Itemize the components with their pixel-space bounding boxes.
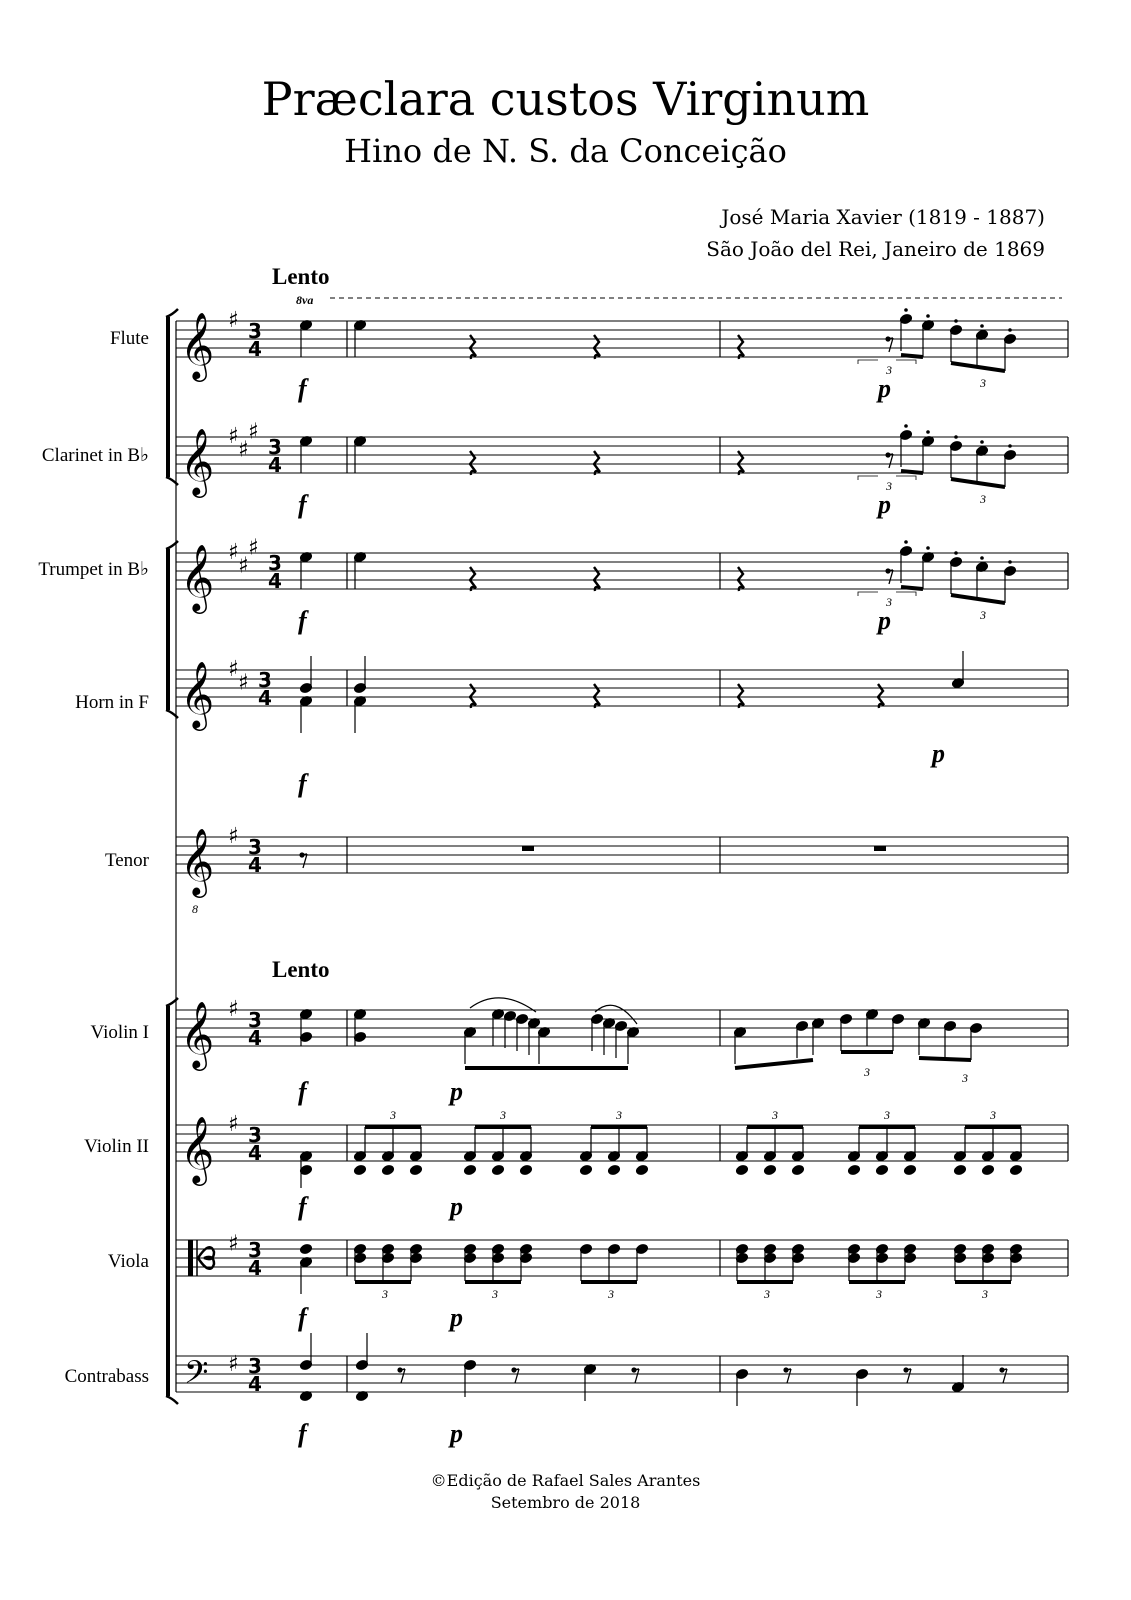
violin2-m1-note-lower-2-2 [635,1164,648,1175]
staff-flute-timesig-den: 4 [248,337,262,361]
violin2-m2-note-lower-1-1 [875,1164,888,1175]
clarinet-dynamic-forte: f [298,490,307,519]
staff-trumpet-sharp-2: ♯ [248,535,259,561]
violin1-m2-beam-1 [735,1060,813,1068]
edition-credit: ©Edição de Rafael Sales Arantes [430,1471,701,1490]
horn-dynamic-forte: f [298,769,307,798]
clarinet-m2-beam-1 [901,471,923,473]
staff-trumpet-timesig-den: 4 [268,569,282,593]
clarinet-m2-staccato-2 [954,435,958,439]
violin2-m1-note-lower-0-2 [409,1164,422,1175]
viola-m1-triplet-0: 3 [382,1287,388,1301]
staff-violin2-treble-clef: 𝄞 [180,1115,215,1183]
staff-clarinet-sharp-0: ♯ [228,424,239,449]
clarinet-m2-staccato-1 [926,430,930,434]
violin1-m2-beam-3 [919,1058,971,1060]
clarinet-dynamic-piano: p [878,490,891,519]
trumpet-m2-staccato-2 [954,551,958,555]
violin2-dynamic-piano: p [450,1192,463,1221]
octave-sign: 8va [296,293,314,307]
staff-clarinet-sharp-1: ♯ [238,437,249,463]
staff-horn-sharp-0: ♯ [228,657,239,682]
staff-flute-timesig-num: 3 [248,319,262,343]
staff-violin1-timesig-den: 4 [248,1026,262,1050]
flute-m2-triplet-2: 3 [980,376,986,390]
flute-m2-triplet-1: 3 [886,363,892,377]
staff-trumpet-treble-clef: 𝄞 [180,543,215,611]
clarinet-m2-triplet-1: 3 [886,479,892,493]
flute-m2-staccato-4 [1008,328,1012,332]
staff-viola-timesig-num: 3 [248,1238,262,1262]
staff-trumpet-timesig-num: 3 [268,551,282,575]
violin2-m2-triplet-2: 3 [990,1108,996,1122]
staff-tenor-octave-mark: 8 [192,902,198,916]
instrument-name-violin2: Violin II [84,1136,149,1157]
violin2-m1-note-lower-1-1 [491,1164,504,1175]
instrument-name-horn: Horn in F [75,692,149,713]
staff-horn-sharp-1: ♯ [238,670,249,696]
staff-trumpet-sharp-0: ♯ [228,540,239,565]
place-date: São João del Rei, Janeiro de 1869 [706,237,1045,261]
score-subtitle: Hino de N. S. da Conceição [344,132,787,170]
violin2-m2-note-lower-2-0 [953,1164,966,1175]
violin2-m2-note-lower-2-1 [981,1164,994,1175]
staff-violin2-timesig-num: 3 [248,1123,262,1147]
violin2-m2-note-lower-0-2 [791,1164,804,1175]
violin2-m1-note-lower-2-1 [607,1164,620,1175]
clarinet-m2-staccato-0 [904,424,908,428]
staff-clarinet-timesig-num: 3 [268,435,282,459]
violin2-m2-triplet-0: 3 [772,1108,778,1122]
tempo-marking-winds: Lento [272,264,330,289]
trumpet-m2-beam-1 [901,587,923,589]
viola-m2-triplet-1: 3 [876,1287,882,1301]
staff-contrabass-sharp-0: ♯ [228,1352,239,1377]
staff-tenor-sharp-0: ♯ [228,824,239,849]
trumpet-m2-triplet-2: 3 [980,608,986,622]
score-title: Præclara custos Virginum [261,72,870,126]
violin2-m1-triplet-2: 3 [616,1108,622,1122]
violin2-m2-note-lower-0-0 [735,1164,748,1175]
violin2-m1-note-lower-0-0 [353,1164,366,1175]
staff-violin2-timesig-den: 4 [248,1141,262,1165]
trumpet-m2-staccato-0 [904,540,908,544]
violin1-m2-triplet-2: 3 [962,1071,968,1085]
staff-flute-treble-clef: 𝄞 [180,311,215,379]
flute-dynamic-piano: p [878,374,891,403]
staff-viola-timesig-den: 4 [248,1256,262,1280]
instrument-name-flute: Flute [109,328,149,349]
violin2-m1-note-lower-1-2 [519,1164,532,1175]
flute-m2-staccato-1 [926,314,930,318]
flute-m2-beam-1 [901,355,923,357]
viola-m2-triplet-2: 3 [982,1287,988,1301]
composer-credit: José Maria Xavier (1819 - 1887) [721,205,1045,229]
trumpet-m2-staccato-4 [1008,560,1012,564]
violin2-m1-triplet-1: 3 [500,1108,506,1122]
flute-m2-staccato-0 [904,308,908,312]
instrument-name-trumpet: Trumpet in B♭ [38,559,149,580]
staff-horn-timesig-den: 4 [258,686,272,710]
violin1-dynamic-piano: p [450,1077,463,1106]
edition-date: Setembro de 2018 [490,1493,641,1512]
viola-m2-triplet-0: 3 [764,1287,770,1301]
clarinet-m2-staccato-3 [980,440,984,444]
trumpet-m2-staccato-3 [980,556,984,560]
trumpet-dynamic-forte: f [298,606,307,635]
staff-viola-alto-clef-bar [188,1240,193,1276]
flute-m2-staccato-3 [980,324,984,328]
staff-tenor-timesig-den: 4 [248,853,262,877]
tenor-m1-whole-rest [522,846,534,851]
violin2-m2-note-lower-1-0 [847,1164,860,1175]
staff-tenor-treble-clef: 𝄞 [180,827,215,895]
violin2-m2-triplet-1: 3 [884,1108,890,1122]
staff-violin1-timesig-num: 3 [248,1008,262,1032]
staff-contrabass-bass-clef: 𝄢 [184,1354,209,1398]
violin1-dynamic-forte: f [298,1077,307,1106]
viola-m1-triplet-1: 3 [492,1287,498,1301]
staff-horn-treble-clef: 𝄞 [180,660,215,728]
trumpet-m2-triplet-1: 3 [886,595,892,609]
contrabass-dynamic-piano: p [450,1419,463,1448]
staff-horn-timesig-num: 3 [258,668,272,692]
violin2-m1-note-lower-0-1 [381,1164,394,1175]
staff-trumpet-sharp-1: ♯ [238,553,249,579]
staff-clarinet-timesig-den: 4 [268,453,282,477]
staff-violin1-sharp-0: ♯ [228,997,239,1022]
violin2-m2-note-lower-0-1 [763,1164,776,1175]
instrument-name-contrabass: Contrabass [64,1366,149,1387]
violin2-m1-triplet-0: 3 [390,1108,396,1122]
contrabass-dynamic-forte: f [298,1419,307,1448]
staff-flute-sharp-0: ♯ [228,308,239,333]
staff-contrabass-timesig-num: 3 [248,1354,262,1378]
flute-dynamic-forte: f [298,374,307,403]
instrument-name-violin1: Violin I [90,1022,149,1043]
trumpet-m2-beam-2 [951,595,1005,603]
violin1-m2-triplet-1: 3 [864,1065,870,1079]
staff-clarinet-sharp-2: ♯ [248,419,259,445]
violin2-m2-note-lower-1-2 [903,1164,916,1175]
flute-m2-staccato-2 [954,319,958,323]
tenor-m2-whole-rest [874,846,886,851]
viola-pickup-upper [299,1243,312,1254]
staff-clarinet-treble-clef: 𝄞 [180,427,215,495]
staff-viola-sharp-0: ♯ [228,1231,239,1257]
violin2-m1-note-lower-2-0 [579,1164,592,1175]
viola-m1-triplet-2: 3 [608,1287,614,1301]
staff-tenor-timesig-num: 3 [248,835,262,859]
viola-dynamic-forte: f [298,1303,307,1332]
trumpet-m2-staccato-1 [926,546,930,550]
clarinet-m2-staccato-4 [1008,444,1012,448]
flute-m2-beam-2 [951,363,1005,371]
clarinet-m2-beam-2 [951,479,1005,487]
staff-violin1-treble-clef: 𝄞 [180,1000,215,1068]
violin2-dynamic-forte: f [298,1192,307,1221]
clarinet-m2-triplet-2: 3 [980,492,986,506]
violin2-m1-note-lower-1-0 [463,1164,476,1175]
staff-contrabass-timesig-den: 4 [248,1372,262,1396]
instrument-name-tenor: Tenor [104,850,149,871]
violin2-m2-note-lower-2-2 [1009,1164,1022,1175]
viola-dynamic-piano: p [450,1303,463,1332]
horn-dynamic-piano: p [932,739,945,768]
trumpet-dynamic-piano: p [878,606,891,635]
tempo-marking-strings: Lento [272,957,330,982]
instrument-name-clarinet: Clarinet in B♭ [41,445,149,466]
staff-violin2-sharp-0: ♯ [228,1112,239,1137]
instrument-name-viola: Viola [107,1251,149,1272]
